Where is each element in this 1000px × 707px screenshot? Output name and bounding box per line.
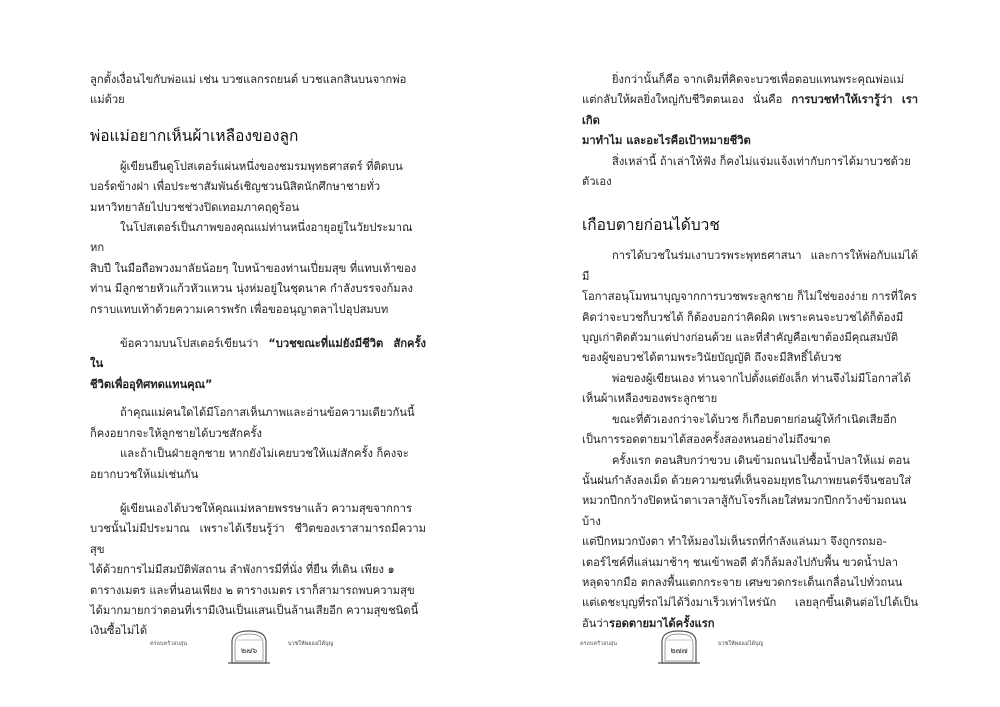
page-footer — [150, 628, 390, 664]
emphasis-intro: ยิ่งกว่านั้นก็คือ จากเดิมที่คิดจะบวชเพื่อตอบแทนพระคุณพ่อแม่ แต่กลับให้ผลยิ่งใหญ่กับชีวิตตนเอง นั่นคือ — [582, 73, 905, 107]
page-footer — [580, 628, 820, 664]
paragraph-quote — [90, 334, 426, 395]
running-title: ครอบครัวอบอุ่น — [150, 641, 188, 647]
running-subtitle: บวชให้พ่อแม่ได้บุญ — [288, 641, 334, 647]
right-page — [500, 0, 1000, 707]
left-text-column — [90, 70, 426, 642]
quote-bold: “บวชขณะที่แม่ยังมีชีวิต สักครั้งใน ชีวิตเพื่ออุทิศทดแทนคุณ” — [90, 337, 426, 391]
page-number: ๒๗๗ — [670, 646, 688, 655]
paragraph: พ่อของผู้เขียนเอง ท่านจากไปตั้งแต่ยังเล็ก ท่านจึงไม่มีโอกาสได้ เห็นผ้าเหลืองของพระลูกชาย — [582, 371, 911, 406]
paragraph-story — [582, 451, 918, 635]
page-number-badge — [654, 628, 704, 664]
paragraph: ผู้เขียนเองได้บวชให้คุณแม่หลายพรรษาแล้ว ความสุขจากการ บวชนั้นไม่มีประมาณ เพราะได้เรียนรู้ว่า ชีวิตของเราสามารถมีความสุข ได้ด้วยการไม่มีสมบัติพัสถาน ลำพังการมีที่นั่ง ที่ยืน ที่เดิน เพียง ๑ ตารางเมตร และที่นอนเพียง ๒ ตารางเมตร เราก็สามารถพบความสุข ได้มากมายกว่าตอนที่เรามีเงินเป็นแสนเป็นล้านเสียอีก ความสุขชนิดนี้ เงินซื้อไม่ได้ — [90, 501, 426, 638]
running-title: ครอบครัวอบอุ่น — [580, 641, 618, 647]
emphasis-bold: การบวชทำให้เรารู้ว่า เราเกิด มาทำไม และอะไรคือเป้าหมายชีวิต — [582, 93, 919, 148]
paragraph: ขณะที่ตัวเองกว่าจะได้บวช ก็เกือบตายก่อนผู้ให้กำเนิดเสียอีก เป็นการรอดตายมาได้สองครั้งสองหนอย่างไม่ถึงฆาต — [582, 412, 897, 447]
paragraph: และถ้าเป็นฝ่ายลูกชาย หากยังไม่เคยบวชให้แม่สักครั้ง ก็คงจะ อยากบวชให้แม่เช่นกัน — [90, 447, 409, 481]
right-text-column — [582, 70, 918, 634]
section-heading: พ่อแม่อยากเห็นผ้าเหลืองของลูก — [90, 126, 299, 145]
paragraph: สิ่งเหล่านี้ ถ้าเล่าให้ฟัง ก็คงไม่แจ่มแจ้งเท่ากับการได้มาบวชด้วย ตัวเอง — [582, 154, 911, 189]
paragraph-emphasis — [582, 70, 918, 152]
quote-intro: ข้อความบนโปสเตอร์เขียนว่า — [120, 337, 269, 351]
story-bold: รอดตายมาได้ครั้งแรก — [608, 616, 715, 630]
paragraph: ในโปสเตอร์เป็นภาพของคุณแม่ท่านหนึ่งอายุอยู่ในวัยประมาณหก สิบปี ในมือถือพวงมาลัยน้อยๆ ใบหน้าของท่านเปี่ยมสุข ที่แทบเท้าของ ท่าน มีลูกชายหัวแก้วหัวแหวน นุ่งห่มอยู่ในชุดนาค กำลังบรรจงก้มลง กราบแทบเท้าด้วยความเคารพรัก เพื่อขออนุญาตลาไปอุปสมบท — [90, 221, 417, 316]
page-number-badge — [224, 628, 274, 664]
paragraph: ถ้าคุณแม่คนใดได้มีโอกาสเห็นภาพและอ่านข้อความเดียวกันนี้ ก็คงอยากจะให้ลูกชายได้บวชสักครั้ง — [90, 406, 415, 440]
running-subtitle: บวชให้พ่อแม่ได้บุญ — [718, 641, 764, 647]
page-number: ๒๗๖ — [240, 646, 258, 655]
section-heading: เกือบตายก่อนได้บวช — [582, 216, 720, 235]
story-text: ครั้งแรก ตอนสิบกว่าขวบ เดินข้ามถนนไปซื้อน้ำปลาให้แม่ ตอน นั้นฝนกำลังลงเม็ด ด้วยความซนที่เห็นจอมยุทธในภาพยนตร์จีนชอบใส่ หมวกปีกกว้างปิดหน้าตาเวลาสู้กับโจรก็เลยใส่หมวกปีกกว้างข้ามถนนบ้าง แต่ปีกหมวกบังตา ทำให้มองไม่เห็นรถที่กำลังแล่นมา จึงถูกรถมอ- เตอร์ไซค์ที่แล่นมาช้าๆ ชนเข้าพอดี ตัวก็ล้มลงไปกับพื้น ขวดน้ำปลา หลุดจากมือ ตกลงพื้นแตกกระจาย เศษขวดกระเด็นเกลื่อนไปทั่วถนน แต่เดชะบุญที่รถไม่ได้วิ่งมาเร็วเท่าไหร่นัก เลยลุกขึ้นเดินต่อไปได้เป็นอันว่า — [582, 453, 918, 630]
paragraph: ลูกตั้งเงื่อนไขกับพ่อแม่ เช่น บวชแลกรถยนต์ บวชแลกสินบนจากพ่อ แม่ด้วย — [90, 73, 407, 107]
paragraph: การได้บวชในร่มเงาบวรพระพุทธศาสนา และการให้พ่อกับแม่ได้มี โอกาสอนุโมทนาบุญจากการบวชพระลูกชาย ก็ไม่ใช่ของง่าย การที่ใคร คิดว่าจะบวชก็บวชได้ ก็ต้องบอกว่าคิดผิด เพราะคนจะบวชได้ก็ต้องมี บุญเก่าติดตัวมาแต่ปางก่อนด้วย และที่สำคัญคือเขาต้องมีคุณสมบัติ ของผู้ขอบวชได้ตามพระวินัยบัญญัติ ถึงจะมีสิทธิ์ได้บวช — [582, 249, 918, 365]
paragraph: ผู้เขียนยืนดูโปสเตอร์แผ่นหนึ่งของชมรมพุทธศาสตร์ ที่ติดบน บอร์ดข้างฝา เพื่อประชาสัมพันธ์เชิญชวนนิสิตนักศึกษาชายทั่ว มหาวิทยาลัยไปบวชช่วงปิดเทอมภาคฤดูร้อน — [90, 159, 403, 214]
